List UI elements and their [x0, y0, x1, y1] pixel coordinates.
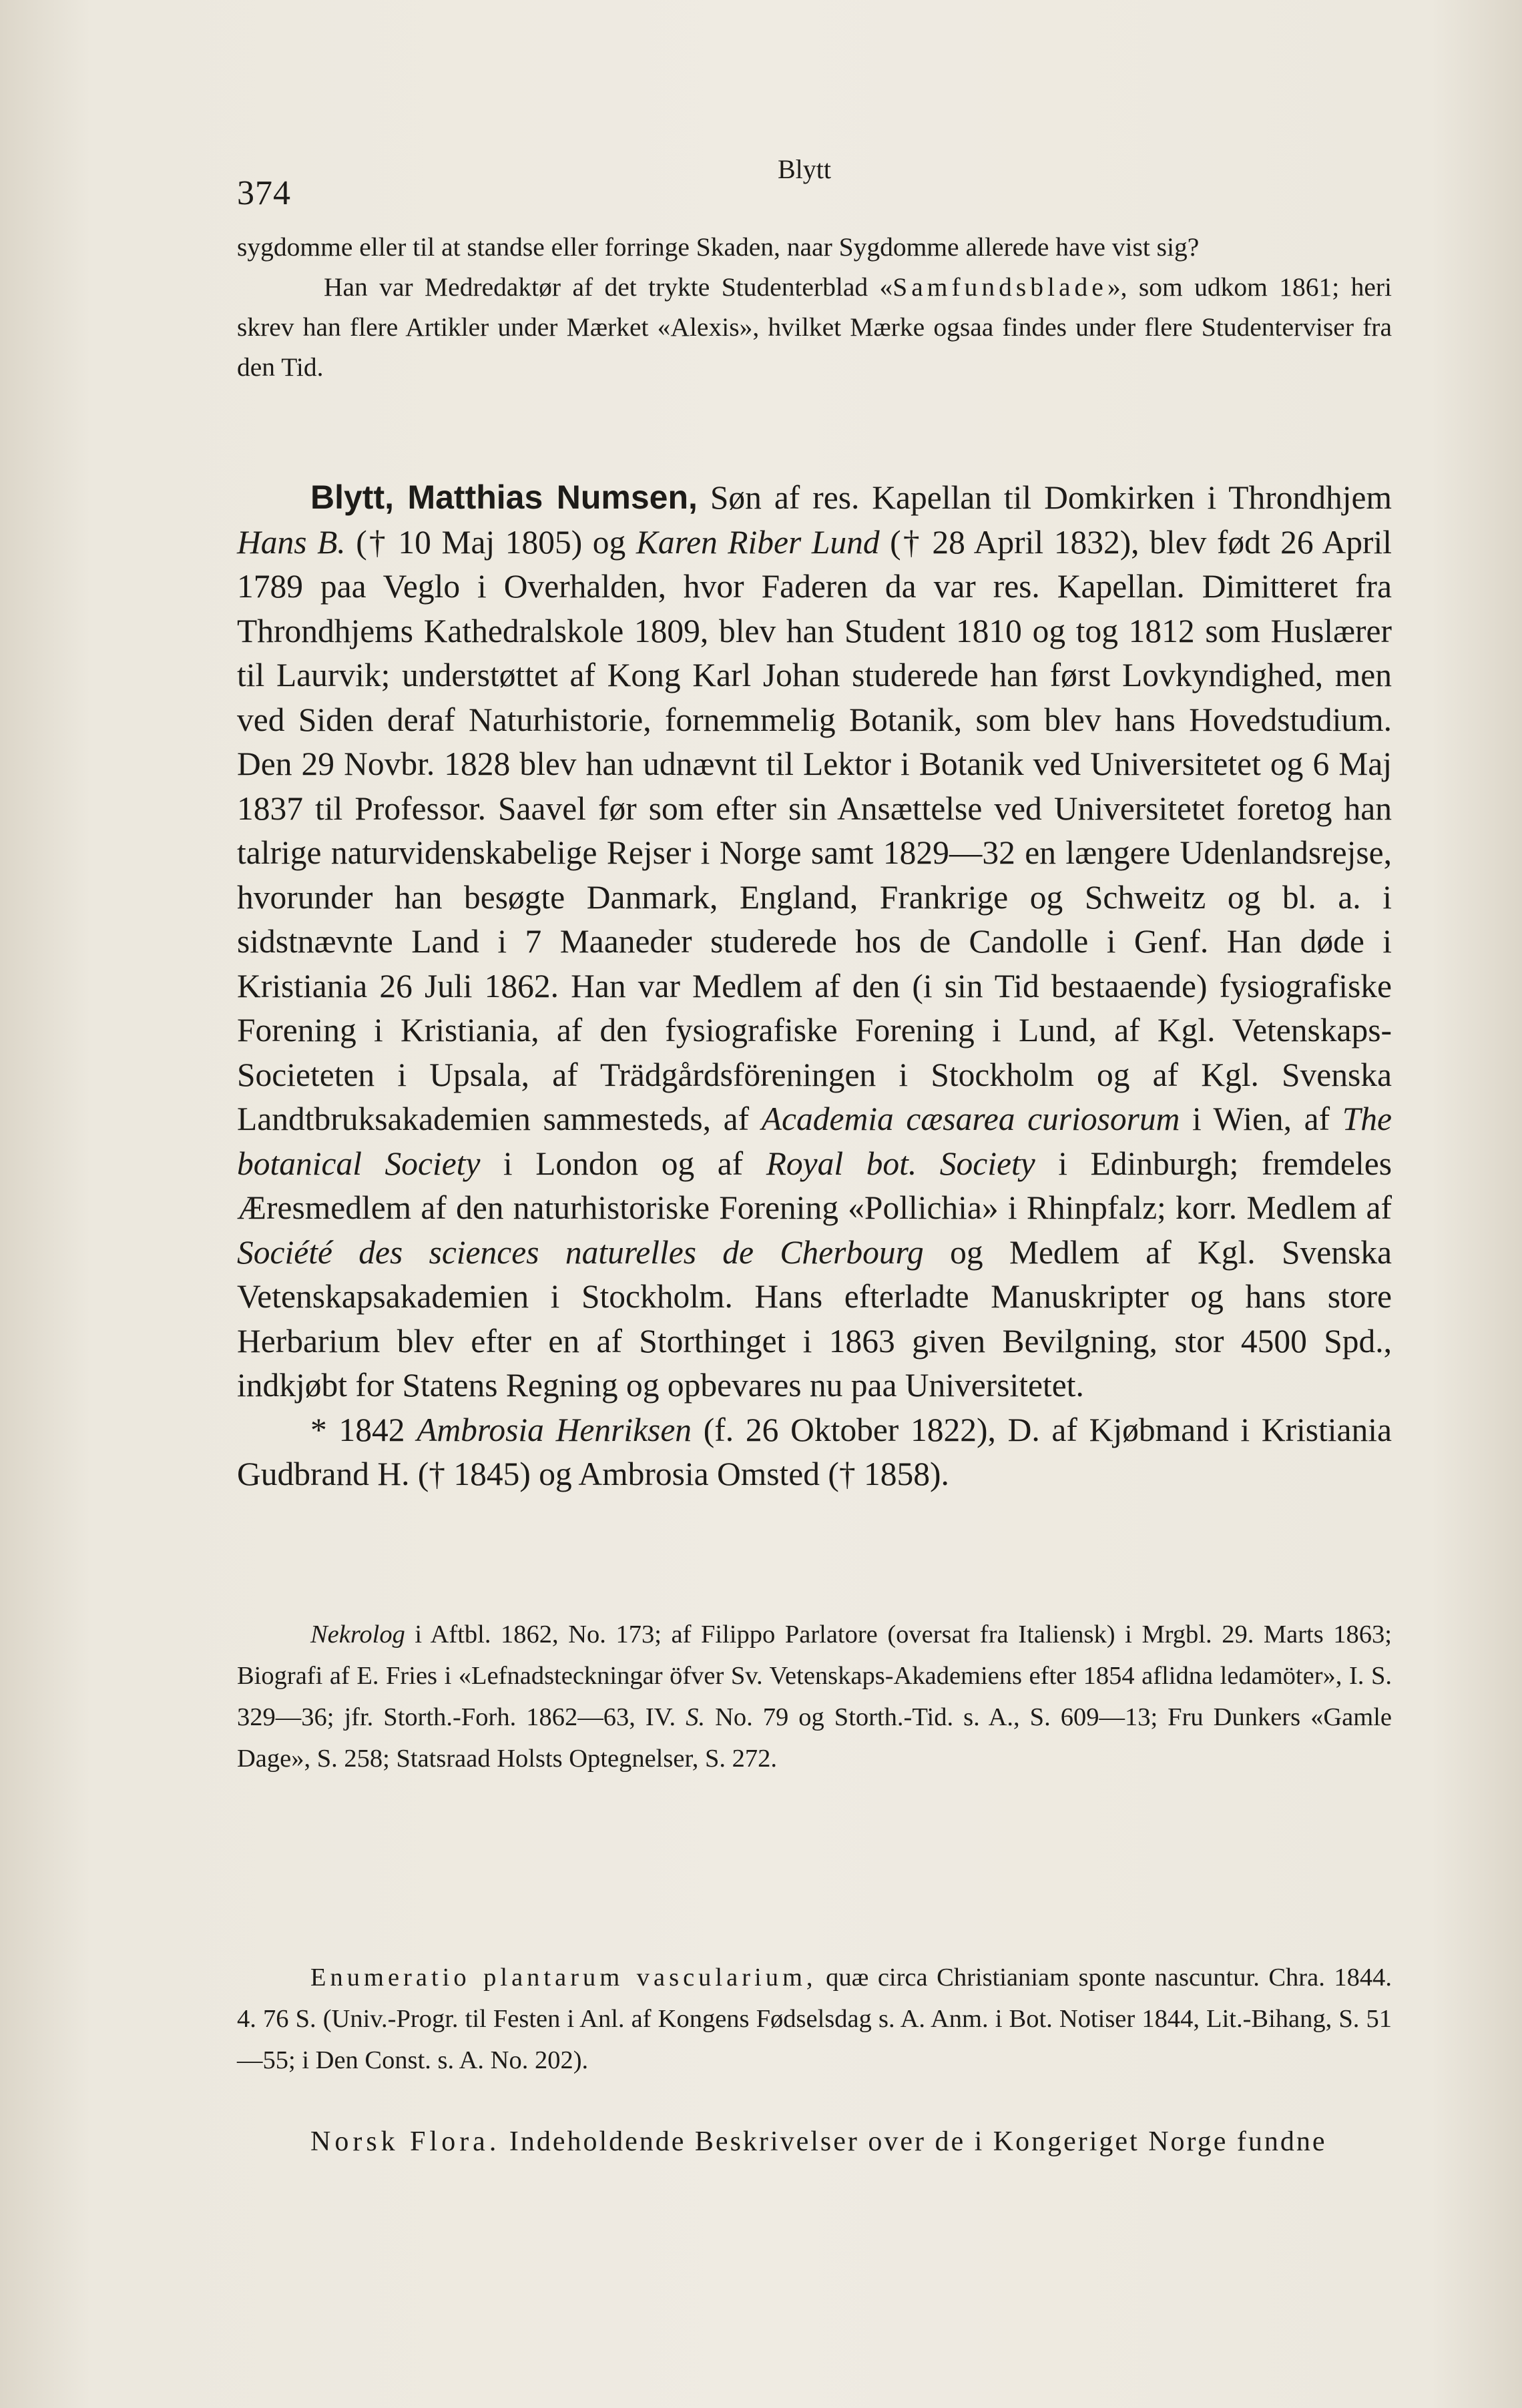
bio-text: i London og af — [480, 1145, 766, 1182]
work-details: Indeholdende Beskrivelser over de i Kongeriget Norge fundne — [500, 2126, 1327, 2157]
bio-italic: Société des sciences naturelles de Cherbourg — [237, 1233, 924, 1271]
biography-paragraph — [237, 475, 1392, 1408]
work-title: Enumeratio plantarum vascularium, — [310, 1964, 817, 1992]
sources-text: No. 79 og Storth.-Tid. s. A., S. 609—13; Fru Dunkers «Gamle Dage», S. 258; Statsraad Holsts Optegnelser, S. 272. — [237, 1703, 1392, 1773]
prev-text: », som udkom 1861; heri skrev han flere Artikler under Mærket «Alexis», hvilket Mærke ogsaa findes under flere Studenterviser fra den Tid. — [237, 272, 1392, 382]
sources-text: i Aftbl. 1862, No. 173; af Filippo Parlatore (oversat fra Italiensk) i Mrgbl. 29. Marts 1863; Biografi af E. Fries i «Lefnadsteckningar öfver Sv. Vetenskaps-Akademiens efter 1854 aflidna ledamöter», I. S. 329—36; jfr. Storth.-Forh. 1862—63, IV. — [237, 1620, 1392, 1731]
prev-paragraph-2 — [237, 267, 1392, 387]
biography-entry — [237, 475, 1392, 1497]
works-block — [237, 1957, 1392, 2081]
prev-text: Han var Medredaktør af det trykte Studenterblad « — [324, 272, 893, 302]
prev-paragraph-1: sygdomme eller til at standse eller forringe Skaden, naar Sygdomme allerede have vist sig? — [237, 232, 1200, 262]
running-head: Blytt — [778, 154, 832, 184]
marriage-text: (f. 26 Oktober 1822), D. af Kjøbmand i Kristiania Gudbrand H. († 1845) og Ambrosia Omsted († 1858). — [237, 1411, 1392, 1492]
marriage-paragraph — [237, 1408, 1392, 1497]
work-details: quæ circa Christianiam sponte nascuntur. Chra. 1844. 4. 76 S. (Univ.-Progr. til Festen i Anl. af Kongens Fødselsdag s. A. Anm. i Bot. Notiser 1844, Lit.-Bihang, S. 51—55; i Den Const. s. A. No. 202). — [237, 1964, 1392, 2074]
sources-block — [237, 1614, 1392, 1779]
bio-text: i Wien, af — [1180, 1101, 1342, 1137]
bio-italic: Karen Riber Lund — [636, 523, 880, 561]
spouse-name: Ambrosia Henriksen — [417, 1411, 692, 1448]
work-entry-1 — [237, 1957, 1392, 2081]
sources-paragraph — [237, 1614, 1392, 1779]
bio-italic: Royal bot. Society — [766, 1145, 1035, 1182]
work-entry-2 — [237, 2121, 1392, 2162]
work-title: Norsk Flora. — [310, 2126, 501, 2157]
bio-text: († 10 Maj 1805) og — [345, 523, 636, 561]
entry-headword: Blytt, Matthias Numsen, — [310, 479, 698, 516]
bio-text: og Medlem af Kgl. Svenska Vetenskapsakademien i Stockholm. Hans efterladte Manuskripter og hans store Herbarium blev efter en af Storthinget i 1863 given Bevilgning, stor 4500 Spd., indkjøbt for Statens Regning og opbevares nu paa Universitetet. — [237, 1233, 1392, 1404]
marriage-text: * 1842 — [310, 1411, 417, 1448]
bio-italic: Hans B. — [237, 523, 346, 561]
bio-italic: The botanical Society — [237, 1101, 1392, 1182]
bio-text: i Edinburgh; fremdeles Æresmedlem af den naturhistoriske Forening «Pollichia» i Rhinpfalz; korr. Medlem af — [237, 1145, 1392, 1226]
bio-italic: Academia cæsarea curiosorum — [761, 1101, 1180, 1137]
sources-italic: S. — [686, 1703, 706, 1731]
page-number: 374 — [237, 174, 291, 212]
page-header — [237, 154, 1392, 214]
sources-italic: Nekrolog — [310, 1620, 405, 1648]
bio-text: († 28 April 1832), blev født 26 April 1789 paa Veglo i Overhalden, hvor Faderen da var res. Kapellan. Dimitteret fra Throndhjems Kathedralskole 1809, blev han Student 1810 og tog 1812 som Huslærer til Laurvik; understøttet af Kong Karl Johan studerede han først Lovkyndighed, men ved Siden deraf Naturhistorie, fornemmelig Botanik, som blev hans Hovedstudium. Den 29 Novbr. 1828 blev han udnævnt til Lektor i Botanik ved Universitetet og 6 Maj 1837 til Professor. Saavel før som efter sin Ansættelse ved Universitetet foretog han talrige naturvidenskabelige Rejser i Norge samt 1829—32 en længere Udenlandsrejse, hvorunder han besøgte Danmark, England, Frankrige og Schweitz og bl. a. i sidstnævnte Land i 7 Maaneder studerede hos de Candolle i Genf. Han døde i Kristiania 26 Juli 1862. Han var Medlem af den (i sin Tid bestaaende) fysiografiske Forening i Kristiania, af den fysiografiske Forening i Lund, af Kgl. Vetenskaps-Societeten i Upsala, af Trädgårdsföreningen i Stockholm og af Kgl. Svenska Landtbruksakademien sammesteds, af — [237, 523, 1392, 1137]
publication-title: Samfundsblade — [893, 272, 1107, 302]
works-block-continued — [237, 2121, 1392, 2162]
previous-entry-continuation — [237, 227, 1392, 387]
bio-text: Søn af res. Kapellan til Domkirken i Throndhjem — [697, 479, 1392, 516]
